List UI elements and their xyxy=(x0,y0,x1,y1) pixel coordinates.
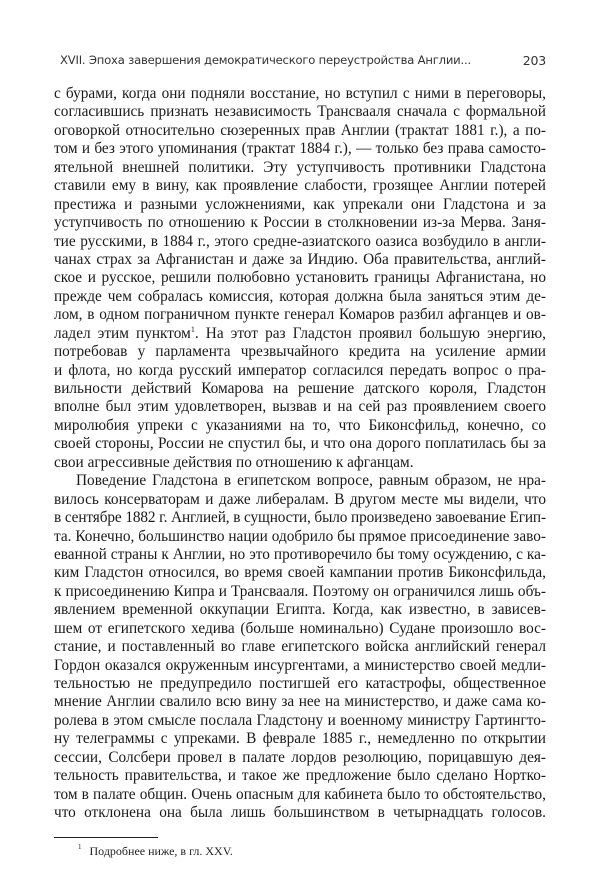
text-line xyxy=(54,85,546,103)
line-text: мнение Англии свалило всю вину за нее на министерство, и даже сама ко- xyxy=(54,693,546,711)
line-text: оговоркой относительно сюзеренных прав Англии (трактат 1881 г.), а по- xyxy=(54,121,546,139)
line-text: том в палате общин. Очень опасным для кабинета было то обстоятельство, xyxy=(54,785,546,803)
text-line xyxy=(54,638,546,656)
text-line xyxy=(54,251,546,269)
paragraph xyxy=(54,85,546,472)
text-line xyxy=(54,288,546,306)
line-text: Гордон оказался окруженным инсургентами, а министерство своей медли- xyxy=(54,656,546,674)
line-text: что отклонена она была лишь большинством в четырнадцать голосов. xyxy=(54,804,546,822)
text-line xyxy=(54,103,546,121)
text-line xyxy=(54,804,546,822)
text-line xyxy=(54,564,546,582)
line-text: явлением временной оккупации Египта. Когда, как известно, в зависев- xyxy=(54,601,546,619)
line-text: вилось консерваторам и даже либералам. В другом месте мы видели, что xyxy=(54,490,546,508)
text-line xyxy=(54,528,546,546)
line-text: . На этот раз Гладстон проявил большую энергию, xyxy=(194,324,547,342)
line-text: миролюбия упреки с указаниями на то, что Биконсфильд, конечно, со xyxy=(54,416,546,434)
text-line xyxy=(54,398,546,416)
text-line xyxy=(54,786,546,804)
line-text: вполне был этим удовлетворен, вызвав и на сей раз проявлением своего xyxy=(54,398,546,416)
footnote xyxy=(78,844,233,859)
text-line xyxy=(54,509,546,527)
line-text: прежде чем собралась комиссия, которая должна была заняться этим де- xyxy=(54,287,546,305)
text-line xyxy=(54,601,546,619)
line-text: та. Конечно, большинство нации одобрило бы прямое присоединение заво- xyxy=(54,527,546,545)
line-text: к присоединению Кипра и Трансвааля. Поэтому он ограничился лишь объ- xyxy=(54,582,546,600)
text-line xyxy=(54,196,546,214)
running-header xyxy=(60,53,546,71)
text-line xyxy=(54,380,546,398)
line-text: уступчивость по отношению к России в столкновении из-за Мерва. Заня- xyxy=(54,214,546,232)
footnote-reference[interactable]: 1 xyxy=(190,324,195,334)
line-text: сессии, Солсбери провел в палате лордов резолюцию, порицавшую дея- xyxy=(54,748,546,766)
paragraph xyxy=(54,472,546,822)
line-text: тельность правительства, и такое же предложение было сделано Нортко- xyxy=(54,767,546,785)
page-body xyxy=(54,85,546,823)
line-text: ское и русское, решили полюбовно установить границы Афганистана, но xyxy=(54,269,546,287)
text-line xyxy=(54,177,546,195)
text-line xyxy=(54,583,546,601)
line-text: ну телеграммы с упреками. В феврале 1885 г., немедленно по открытии xyxy=(54,730,546,748)
line-text: и флота, но когда русский император согласился передать вопрос о пра- xyxy=(54,361,546,379)
text-line xyxy=(54,712,546,730)
text-line xyxy=(54,122,546,140)
line-text: потребовав у парламента чрезвычайного кредита на усиление армии xyxy=(54,343,546,361)
running-title: XVII. Эпоха завершения демократического переустройства Англии... xyxy=(60,53,471,67)
text-line xyxy=(54,325,546,343)
line-text: том и без этого упоминания (трактат 1884 г.), — только без права самосто- xyxy=(54,140,546,158)
line-text: своей стороны, России не спустил бы, и что она дорого поплатилась бы за xyxy=(54,435,546,453)
line-text: свои агрессивные действия по отношению к афганцам. xyxy=(54,453,414,471)
line-text: престижа и разными усложнениями, как упрекали они Гладстона и за xyxy=(54,195,546,213)
line-text: лом, в одном пограничном пункте генерал Комаров разбил афганцев и ов- xyxy=(54,306,546,324)
text-line xyxy=(54,620,546,638)
line-text: еванной страны к Англии, но это противоречило бы тому осуждению, с ка- xyxy=(54,545,546,563)
text-line xyxy=(54,693,546,711)
text-line xyxy=(54,657,546,675)
line-text: тие русскими, в 1884 г., этого средне-азиатского оазиса возбудило в англи- xyxy=(54,232,546,250)
text-line xyxy=(54,546,546,564)
line-text: чанах страх за Афганистан и даже за Индию. Оба правительства, англий- xyxy=(54,250,546,268)
text-line xyxy=(54,472,546,490)
line-text: стание, и поставленный во главе египетского войска английский генерал xyxy=(54,638,546,656)
line-text: ладел этим пунктом xyxy=(54,324,191,342)
line-text: ятельной внешней политики. Эту уступчивость противники Гладстона xyxy=(54,158,546,176)
line-text: согласившись признать независимость Трансвааля сначала с формальной xyxy=(54,103,546,121)
line-text: с бурами, когда они подняли восстание, но вступил с ними в переговоры, xyxy=(54,85,546,102)
text-line xyxy=(54,675,546,693)
text-line xyxy=(54,343,546,361)
footnote-divider xyxy=(54,837,158,838)
line-text: в сентябре 1882 г. Англией, в сущности, было произведено завоевание Егип- xyxy=(54,509,546,527)
text-line xyxy=(54,435,546,453)
text-line xyxy=(54,362,546,380)
line-text: тельностью не предупредило постигшей его катастрофы, общественное xyxy=(54,675,546,692)
text-line xyxy=(54,306,546,324)
text-line xyxy=(54,159,546,177)
footnote-text: Подробнее ниже, в гл. XXV. xyxy=(89,844,233,858)
line-text: Поведение Гладстона в египетском вопросе, равным образом, не нра- xyxy=(76,472,546,490)
text-line xyxy=(54,140,546,158)
text-line xyxy=(54,730,546,748)
text-line xyxy=(54,233,546,251)
line-text: ким Гладстон относился, во время своей кампании против Биконсфильда, xyxy=(54,564,546,582)
text-line xyxy=(54,214,546,232)
line-text: шем от египетского хедива (больше номинально) Судане произошло вос- xyxy=(54,619,546,637)
text-line xyxy=(54,417,546,435)
footnote-number: 1 xyxy=(78,843,82,851)
page-number: 203 xyxy=(522,53,546,68)
text-line xyxy=(54,269,546,287)
text-line xyxy=(54,491,546,509)
line-text: ролева в этом смысле послала Гладстону и военному министру Гартингто- xyxy=(54,711,546,729)
line-text: вильности действий Комарова на решение датского короля, Гладстон xyxy=(54,380,546,397)
text-line xyxy=(54,454,546,472)
text-line xyxy=(54,767,546,785)
line-text: ставили ему в вину, как проявление слабости, грозящее Англии потерей xyxy=(54,177,546,195)
text-line xyxy=(54,749,546,767)
